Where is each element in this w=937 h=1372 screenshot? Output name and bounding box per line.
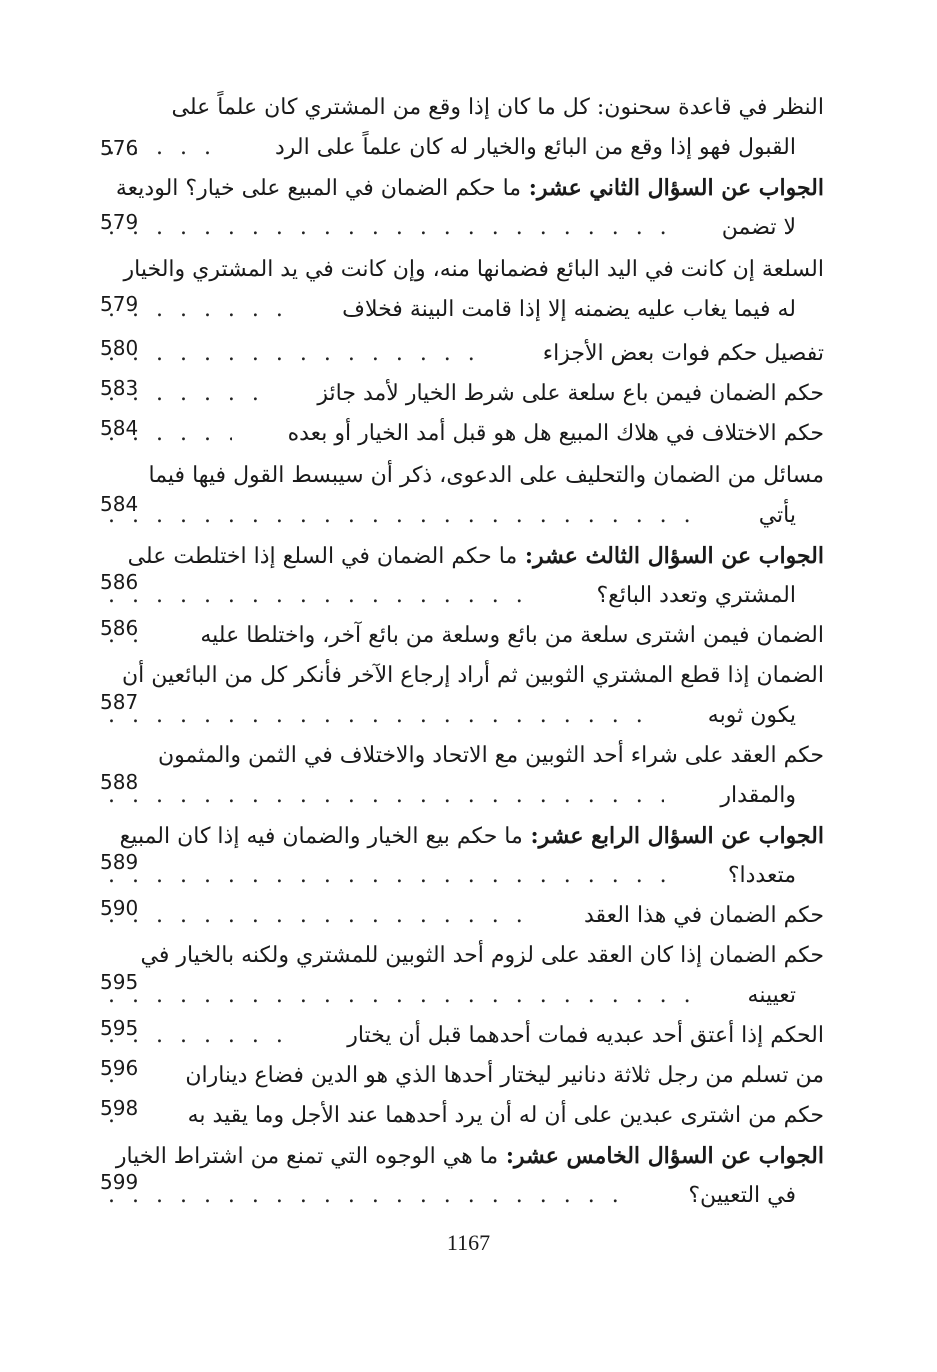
dot-leader [108,976,692,1016]
toc-entry [100,936,824,1016]
page-ref: 584 [100,416,139,440]
toc-entry [100,736,824,816]
toc-entry [100,1096,824,1136]
page-ref: 579 [100,210,139,234]
toc-entry [100,896,824,936]
section-heading: الجواب عن السؤال الثاني عشر: [521,175,824,201]
entry-line: تفصيل حكم فوات بعض الأجزاء [542,341,824,366]
entry-line: حكم الاختلاف في هلاك المبيع هل هو قبل أمد الخيار أو بعده [287,421,824,446]
page-ref: 583 [100,376,139,400]
dot-leader [108,896,528,936]
dot-leader [108,856,672,896]
dot-leader [108,334,487,374]
toc-entry [100,816,824,896]
entry-line: والمقدار [720,783,796,808]
section-heading: الجواب عن السؤال الرابع عشر: [522,823,824,849]
entry-line: حكم العقد على شراء أحد الثوبين مع الاتحاد والاختلاف في الثمن والمثمون [157,743,824,768]
toc-entry [100,456,824,536]
toc-entry [100,1056,824,1096]
dot-leader [108,1176,632,1216]
entry-line: لا تضمن [721,215,796,240]
dot-leader [108,776,664,816]
dot-leader [108,576,540,616]
entry-line: الضمان فيمن اشترى سلعة من بائع وسلعة من بائع آخر، واختلطا عليه [200,623,824,648]
page-ref: 588 [100,770,139,794]
entry-line: مسائل من الضمان والتحليف على الدعوى، ذكر أن سيبسط القول فيها فيما [148,463,824,488]
entry-line: يأتي [758,503,796,528]
page-ref: 586 [100,570,139,594]
entry-line: له فيما يغاب عليه يضمنه إلا إذا قامت البينة فخلاف [342,297,796,322]
entry-line: حكم من اشترى عبدين على أن له أن يرد أحدهما عند الأجل وما يقيد به [187,1103,824,1128]
entry-line: حكم الضمان إذا كان العقد على لزوم أحد الثوبين للمشتري ولكنه بالخيار في [140,943,824,968]
page-ref: 596 [100,1056,139,1080]
section-heading: الجواب عن السؤال الخامس عشر: [498,1143,824,1169]
entry-line: ما حكم بيع الخيار والضمان فيه إذا كان المبيع [119,824,523,849]
entry-line: يكون ثوبه [707,703,796,728]
entry-line: تعيينه [747,983,796,1008]
page-ref: 595 [100,970,139,994]
page-ref: 599 [100,1170,139,1194]
toc-entry [100,334,824,374]
entry-line: ما هي الوجوه التي تمنع من اشتراط الخيار [115,1144,499,1169]
page-ref: 586 [100,616,139,640]
toc-entry [100,536,824,616]
entry-line: الحكم إذا أعتق أحد عبديه فمات أحدهما قبل أن يختار [347,1023,824,1048]
page-ref: 580 [100,336,139,360]
page-ref: 589 [100,850,139,874]
toc-entry [100,1016,824,1056]
page-ref: 598 [100,1096,139,1120]
page-ref: 579 [100,292,139,316]
toc-entry [100,656,824,736]
section-heading: الجواب عن السؤال الثالث عشر: [517,543,824,569]
entry-line: السلعة إن كانت في اليد البائع فضمانها منه، وإن كانت في يد المشتري والخيار [123,257,824,282]
entry-line: القبول فهو إذا وقع من البائع والخيار له كان علماً على الرد [274,135,796,160]
dot-leader [108,208,666,248]
toc-entry [100,88,824,168]
entry-line: من تسلم من رجل ثلاثة دنانير ليختار أحدها الذي هو الدين فضاع ديناران [185,1063,824,1088]
page-ref: 587 [100,690,139,714]
page-ref: 590 [100,896,139,920]
entry-line: النظر في قاعدة سحنون: كل ما كان إذا وقع من المشتري كان علماً على [171,95,824,120]
entry-line: المشتري وتعدد البائع؟ [596,583,796,608]
toc-entry [100,414,824,454]
entry-line: حكم الضمان فيمن باع سلعة على شرط الخيار لأمد جائز [317,381,824,406]
entry-line: الضمان إذا قطع المشتري الثوبين ثم أراد إرجاع الآخر فأنكر كل من البائعين أن [122,663,824,688]
entry-line: متعددا؟ [727,863,796,888]
dot-leader [108,496,703,536]
entry-line: في التعيين؟ [688,1183,796,1208]
entry-line: حكم الضمان في هذا العقد [583,903,824,928]
toc-entry [100,168,824,248]
page-ref: 584 [100,492,139,516]
entry-line: ما حكم الضمان في المبيع على خيار؟ الوديعة [115,176,522,201]
toc-entry [100,616,824,656]
toc-entry [100,374,824,414]
page-ref: 576 [100,136,139,160]
toc-entry [100,250,824,330]
dot-leader [108,696,652,736]
page-ref: 595 [100,1016,139,1040]
page-number: 1167 [446,1230,491,1255]
toc-entry [100,1136,824,1216]
entry-line: ما حكم الضمان في السلع إذا اختلطت على [127,544,518,569]
